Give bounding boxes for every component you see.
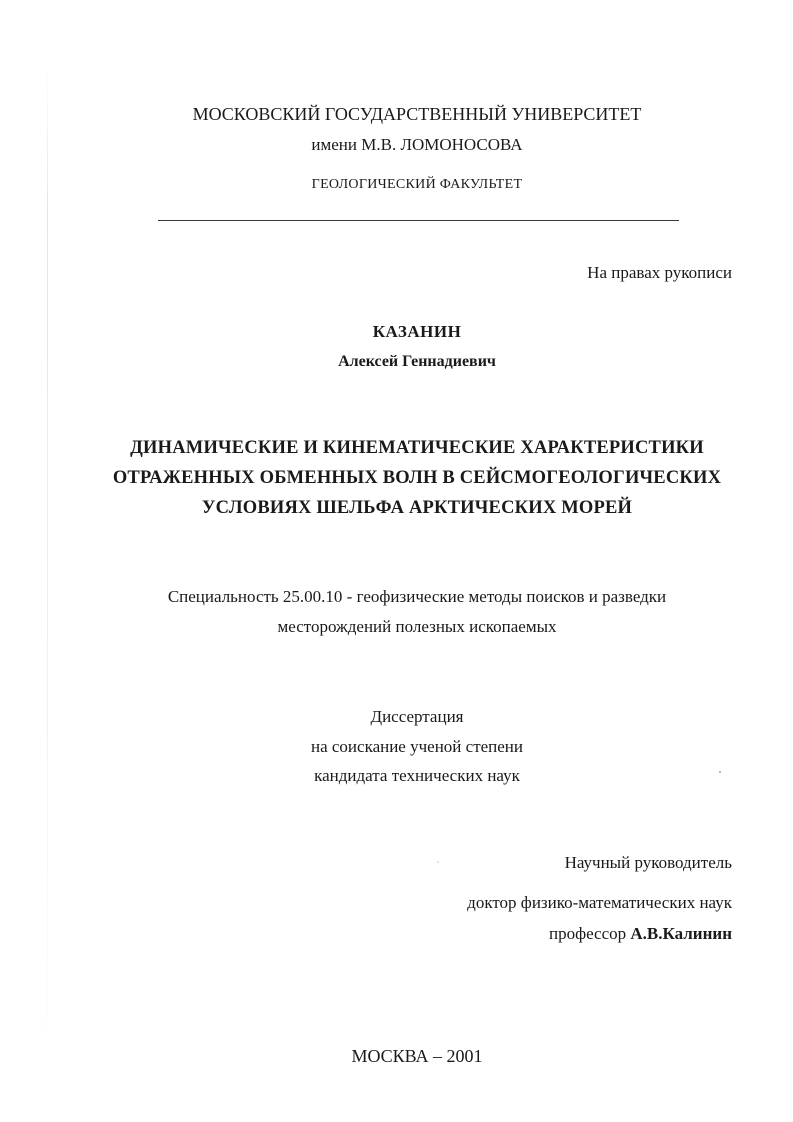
specialty-line-2: месторождений полезных ископаемых [277,617,557,636]
rights-note: На правах рукописи [587,263,732,282]
supervisor-rank: профессор [548,924,631,943]
scan-speck [437,861,439,863]
header-divider [158,220,679,221]
supervisor-rank-and-name [549,924,732,944]
dissertation-label: Диссертация [370,707,464,726]
dissertation-title-line-3: УСЛОВИЯХ ШЕЛЬФА АРКТИЧЕСКИХ МОРЕЙ [201,498,633,518]
scan-speck [719,771,721,773]
specialty-line-1: Специальность 25.00.10 - геофизические методы поисков и разведки [167,587,667,606]
degree-name: кандидата технических наук [314,766,520,785]
author-surname: КАЗАНИН [372,322,462,341]
place-and-year: МОСКВА – 2001 [351,1046,483,1066]
supervisor-degree: доктор физико-математических наук [467,893,732,912]
university-named-after: имени М.В. ЛОМОНОСОВА [311,135,523,154]
degree-purpose: на соискание ученой степени [310,737,524,756]
faculty-name: ГЕОЛОГИЧЕСКИЙ ФАКУЛЬТЕТ [311,177,523,192]
scan-edge [47,60,48,1080]
university-name: МОСКОВСКИЙ ГОСУДАРСТВЕННЫЙ УНИВЕРСИТЕТ [192,104,642,124]
supervisor-label: Научный руководитель [564,853,732,872]
dissertation-title-line-2: ОТРАЖЕННЫХ ОБМЕННЫХ ВОЛН В СЕЙСМОГЕОЛОГИЧЕСКИХ [112,468,722,488]
dissertation-title-line-1: ДИНАМИЧЕСКИЕ И КИНЕМАТИЧЕСКИЕ ХАРАКТЕРИСТИКИ [130,438,704,458]
supervisor-name: А.В.Калинин [630,924,732,943]
author-given-names: Алексей Геннадиевич [338,353,496,370]
